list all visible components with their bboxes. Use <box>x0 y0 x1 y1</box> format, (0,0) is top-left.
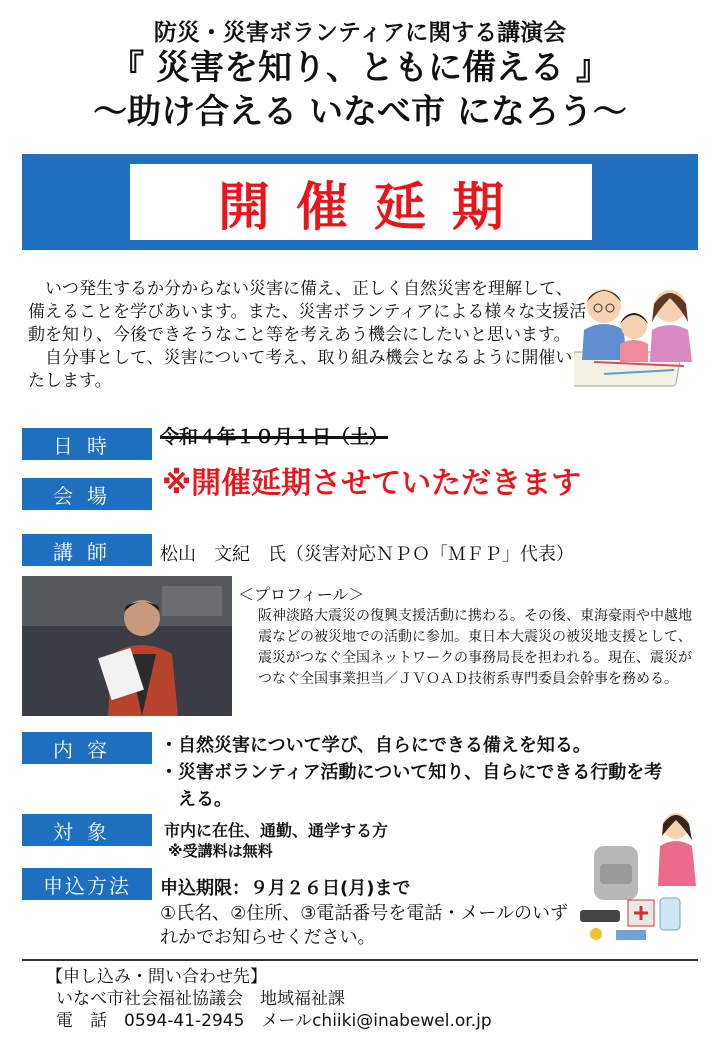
intro-paragraph-2: 自分事として、災害について考え、取り組み機会となるように開催いたします。 <box>28 348 573 391</box>
event-subtitle: 防災・災害ボランティアに関する講演会 <box>153 20 567 46</box>
contact-organization: いなべ市社会福祉協議会 地域福祉課 <box>56 989 345 1009</box>
target-text: 市内に在住、通勤、通学する方 <box>164 821 389 840</box>
event-tagline: 〜助け合える いなべ市 になろう〜 <box>93 92 627 132</box>
profile-heading: ＜プロフィール＞ <box>238 585 365 604</box>
apply-label: 申込方法 <box>22 868 152 900</box>
target-label: 対象 <box>22 814 152 846</box>
contact-info <box>46 966 492 1032</box>
postponed-text: 開催延期 <box>217 177 530 238</box>
postponed-notice: ※開催延期させていただきます <box>162 466 582 501</box>
date-label: 日時 <box>22 428 152 460</box>
content-item: ・災害ボランティア活動について知り、自らにできる行動を考える。 <box>160 762 663 810</box>
family-map-illustration <box>574 270 702 388</box>
intro-paragraph-1: いつ発生するか分からない災害に備え、正しく自然災害を理解して、備えることを学びあいます。また、災害ボランティアによる様々な支援活動を知り、今後できそうなこと等を考えあう機会にしたいと思います。 <box>28 279 587 345</box>
event-title: 『 災害を知り、ともに備える 』 <box>110 48 610 88</box>
contact-heading: 【申し込み・問い合わせ先】 <box>46 967 267 987</box>
lecturer-label: 講師 <box>22 534 152 566</box>
venue-label: 会場 <box>22 478 152 510</box>
postponed-banner <box>22 154 698 250</box>
fee-note: ※受講料は無料 <box>168 842 273 860</box>
intro-text <box>28 278 588 393</box>
profile-text: 阪神淡路大震災の復興支援活動に携わる。その後、東海豪雨や中越地震などの被災地での活動に参加。東日本大震災の被災地支援として、震災がつなぐ全国ネットワークの事務局長を担われる。現在、震災がつなぐ全国事業担当／ＪＶＯＡＤ技術系専門委員会幹事を務める。 <box>258 608 692 687</box>
postponed-banner-box <box>130 164 592 240</box>
emergency-kit-illustration <box>576 806 702 946</box>
content-label: 内容 <box>22 732 152 764</box>
footer-divider <box>22 959 698 961</box>
content-item: ・自然災害について学び、自らにできる備えを知る。 <box>160 735 591 756</box>
lecturer-name: 松山 文紀 氏（災害対応ＮＰＯ「ＭＦＰ」代表） <box>160 544 574 565</box>
apply-deadline: 申込期限：９月２６日(月)まで <box>160 878 411 899</box>
contact-phone-email: 電 話 0594-41-2945 メールchiiki@inabewel.or.jp <box>56 1011 492 1031</box>
date-value-struck: 令和４年１０月１日（土） <box>160 426 389 448</box>
content-list <box>160 732 680 813</box>
lecturer-photo <box>22 576 232 716</box>
apply-method: ①氏名、②住所、③電話番号を電話・メールのいずれかでお知らせください。 <box>160 903 569 948</box>
